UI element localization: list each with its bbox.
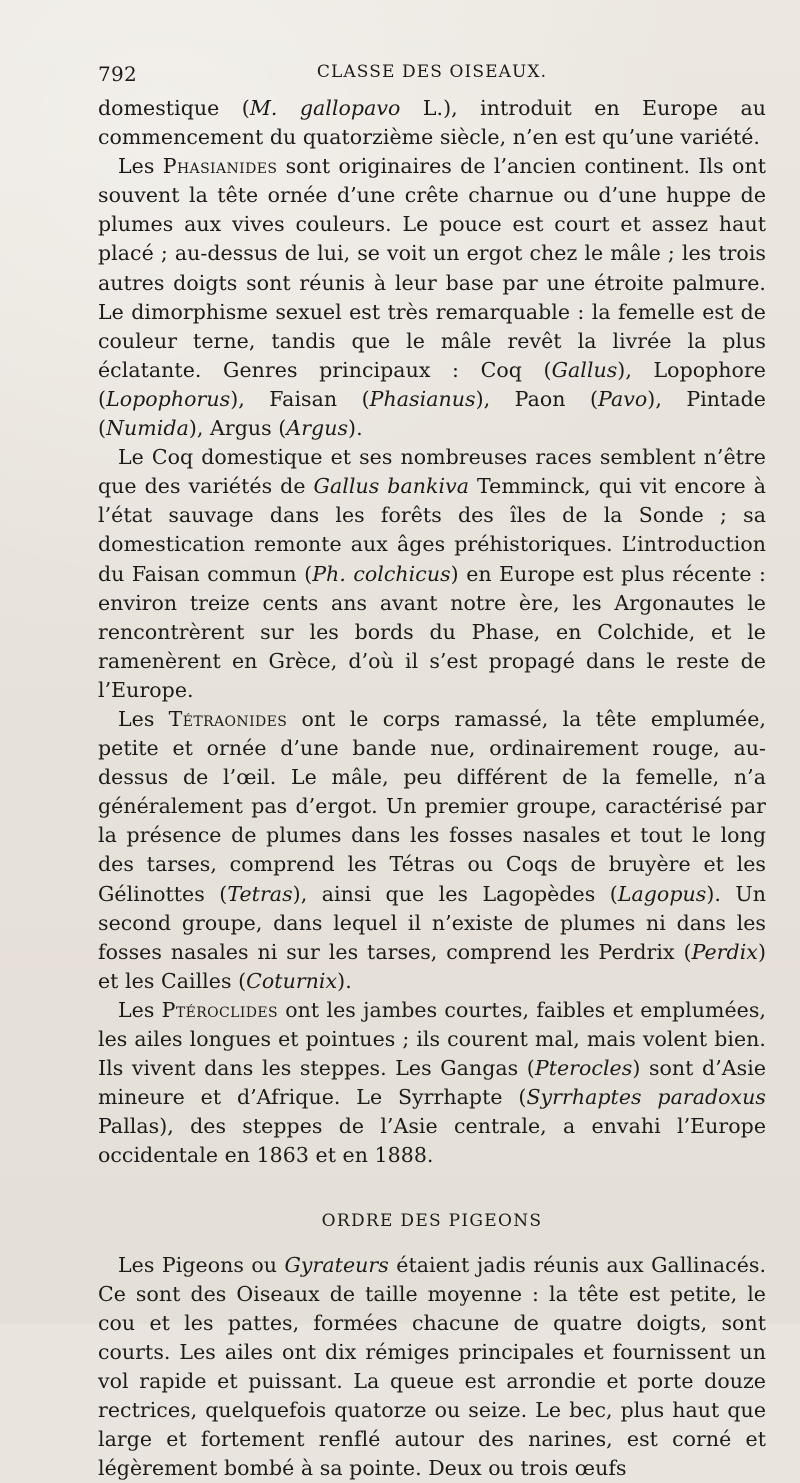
paragraph-domestic-rooster: Le Coq domestique et ses nombreuses races semblent n’être que des variétés de Gallus bankiva Temminck, qui vit encore à l’état sauvage dans les forêts des îles de la Sonde ; sa domestication remonte aux âges préhistoriques. L’introduction du Faisan commun (Ph. colchicus) en Europe est plus récente : environ treize cents ans avant notre ère, les Argonautes le rencontrèrent sur les bords du Phase, en Colchide, et le ramenèrent en Grèce, d’où il s’est propagé dans le reste de l’Europe. (98, 445, 767, 702)
main-text (98, 94, 766, 1483)
paragraph-pteroclides: Les Ptéroclides ont les jambes courtes, faibles et emplumées, les ailes longues et pointues ; ils courent mal, mais volent bien. Ils vivent dans les steppes. Les Gangas (Pterocles) sont d’Asie mineure et d’Afrique. Le Syrrhapte (Syrrhaptes paradoxus Pallas), des steppes de l’Asie centrale, a envahi l’Europe occidentale en 1863 et en 1888. (98, 997, 767, 1168)
paragraph-turkey-variety: domestique (M. gallopavo L.), introduit en Europe au commencement du quatorzième siècle, n’en est qu’une variété. (98, 96, 766, 150)
section-heading-pigeons: ORDRE DES PIGEONS (321, 1211, 543, 1232)
paragraph-pigeons: Les Pigeons ou Gyrateurs étaient jadis réunis aux Gallinacés. Ce sont des Oiseaux de taille moyenne : la tête est petite, le cou et les pattes, formées chacune de quatre doigts, sont courts. Les ailes ont dix rémiges principales et fournissent un vol rapide et puissant. La queue est arrondie et porte douze rectrices, quelquefois quatorze ou seize. Le bec, plus haut que large et fortement renflé autour des narines, est corné et légèrement bombé à sa pointe. Deux ou trois œufs (98, 1252, 767, 1481)
family-name-phasianides: Phasianides (162, 154, 278, 179)
family-name-tetraonides: Tétraonides (168, 706, 288, 731)
page-number: 792 (98, 62, 138, 86)
paragraph-phasianides: Les Phasianides sont originaires de l’ancien continent. Ils ont souvent la tête ornée d’une crête charnue ou d’une huppe de plumes aux vives couleurs. Le pouce est court et assez haut placé ; au-dessus de lui, se voit un ergot chez le mâle ; les trois autres doigts sont réunis à leur base par une étroite palmure. Le dimorphisme sexuel est très remarquable : la femelle est de couleur terne, tandis que le mâle revêt la livrée la plus éclatante. Genres principaux : Coq (Gallus), Lopophore (Lopophorus), Faisan (Phasianus), Paon (Pavo), Pintade (Numida), Argus (Argus). (98, 154, 766, 441)
running-head: CLASSE DES OISEAUX. (316, 62, 548, 82)
page-header (98, 62, 766, 92)
family-name-pteroclides: Ptéroclides (161, 997, 279, 1022)
paragraph-tetraonides: Les Tétraonides ont le corps ramassé, la tête emplumée, petite et ornée d’une bande nue, ordinairement rouge, au-dessus de l’œil. Le mâle, peu différent de la femelle, n’a généralement pas d’ergot. Un premier groupe, caractérisé par la présence de plumes dans les fosses nasales et tout le long des tarses, comprend les Tétras ou Coqs de bruyère et les Gélinottes (Tetras), ainsi que les Lagopèdes (Lagopus). Un second groupe, dans lequel il n’existe de plumes ni dans les fosses nasales ni sur les tarses, comprend les Perdrix (Perdix) et les Cailles (Coturnix). (98, 706, 766, 993)
